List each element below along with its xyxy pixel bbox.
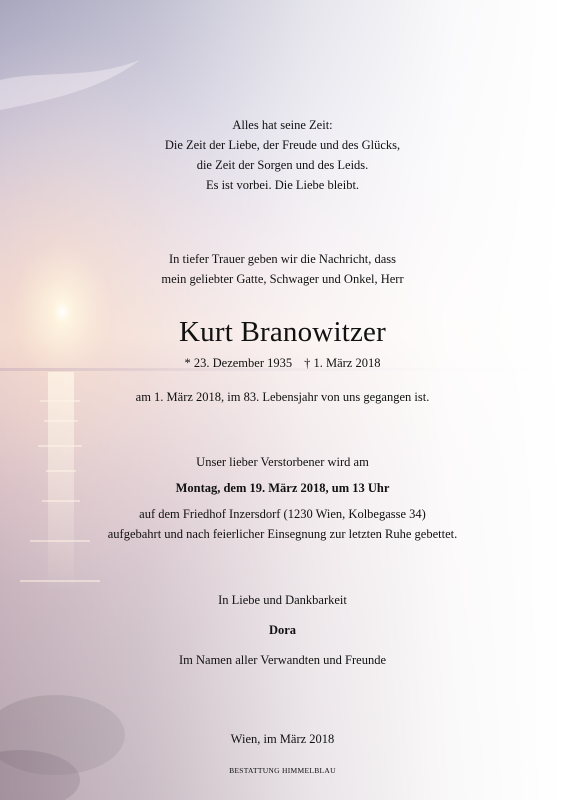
death-date: † 1. März 2018 [304,356,381,370]
poem-line-3: die Zeit der Sorgen und des Leids. [196,158,369,172]
funeral-place: auf dem Friedhof Inzersdorf (1230 Wien, Kolbegasse 34) [139,507,426,521]
passing-statement: am 1. März 2018, im 83. Lebensjahr von uns gegangen ist. [135,390,430,404]
undertaker-name: BESTATTUNG HIMMELBLAU [229,766,336,775]
funeral-intro: Unser lieber Verstorbener wird am [196,455,369,469]
deceased-name: Kurt Branowitzer [179,316,386,348]
poem-line-4: Es ist vorbei. Die Liebe bleibt. [205,178,360,192]
relatives-line: Im Namen aller Verwandten und Freunde [179,653,386,667]
poem-line-2: Die Zeit der Liebe, der Freude und des Glücks, [164,138,401,152]
announcement-line-1: In tiefer Trauer geben wir die Nachricht, dass [168,252,396,266]
announcement-line-2: mein geliebter Gatte, Schwager und Onkel, Herr [161,272,404,286]
life-dates [0,356,565,371]
funeral-date: Montag, dem 19. März 2018, um 13 Uhr [175,481,390,495]
funeral-ceremony: aufgebahrt und nach feierlicher Einsegnung zur letzten Ruhe gebettet. [107,527,458,541]
poem-line-1: Alles hat seine Zeit: [232,118,333,132]
closing-greeting: In Liebe und Dankbarkeit [218,593,347,607]
place-date: Wien, im März 2018 [230,732,335,746]
birth-date: * 23. Dezember 1935 [184,356,293,370]
signer-name: Dora [268,623,297,637]
